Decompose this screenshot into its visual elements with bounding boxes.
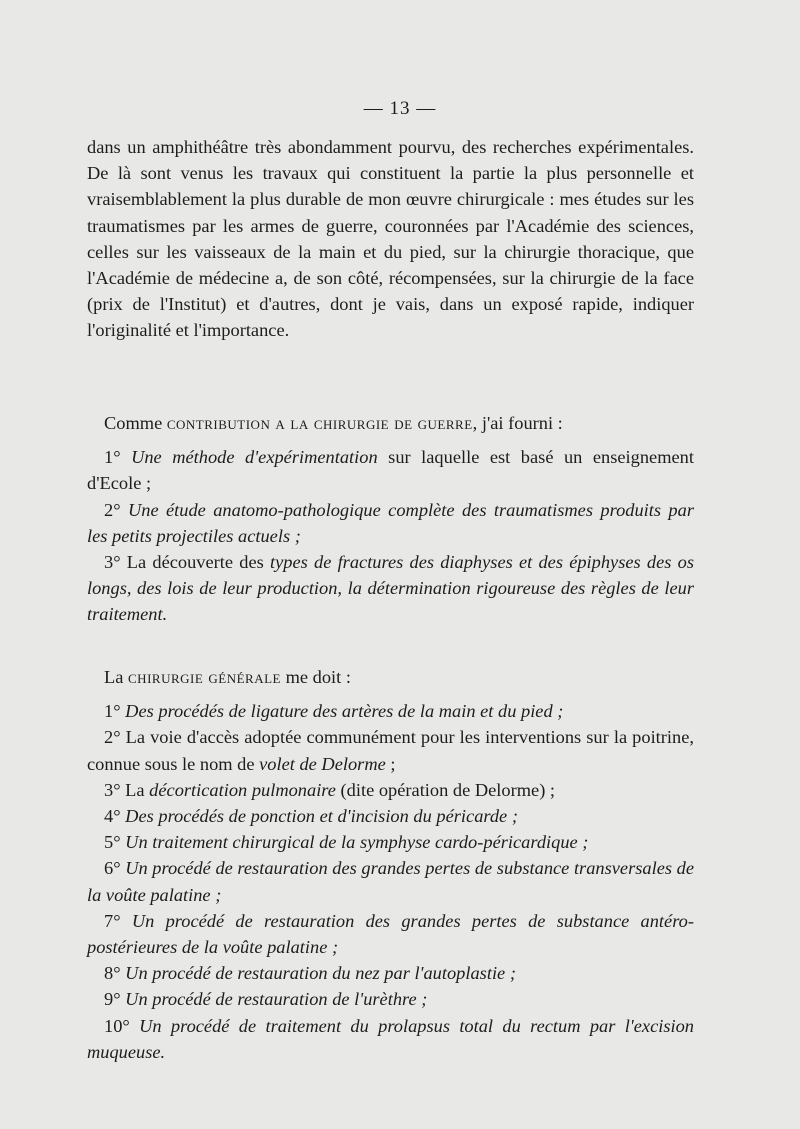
item-number: 2° bbox=[104, 727, 121, 748]
list-item bbox=[87, 1013, 694, 1065]
item-number: 2° bbox=[104, 499, 121, 520]
list-item bbox=[87, 549, 694, 628]
list-item bbox=[87, 497, 694, 549]
item-number: 7° bbox=[104, 910, 121, 931]
item-number: 6° bbox=[104, 858, 121, 879]
list-item bbox=[87, 855, 694, 907]
item-number: 9° bbox=[104, 989, 121, 1010]
item-italic: Une méthode d'expérimentation bbox=[131, 447, 378, 468]
item-italic: Un procédé de restauration des grandes pertes de substance transversales de la voûte palatine ; bbox=[87, 858, 694, 905]
item-pre: La bbox=[125, 779, 150, 800]
heading-pre: Comme bbox=[104, 413, 163, 433]
heading-smallcaps: chirurgie générale bbox=[128, 667, 281, 687]
item-italic: Un procédé de traitement du prolapsus total du rectum par l'excision muqueuse. bbox=[87, 1015, 694, 1062]
item-number: 10° bbox=[104, 1015, 130, 1036]
list-item bbox=[87, 908, 694, 960]
section-heading bbox=[87, 410, 694, 436]
heading-post: me doit : bbox=[281, 667, 351, 687]
intro-text: dans un amphithéâtre très abondamment pourvu, des recherches expérimentales. De là sont venus les travaux qui constituent la partie la plus personnelle et vraisemblablement la plus durable de mon œuvre chirurgicale : mes études sur les traumatismes par les armes de guerre, couronnées par l'Académie des sciences, celles sur les vaisseaux de la main et du pied, sur la chirurgie thoracique, que l'Académie de médecine a, de son côté, récompensées, sur la chirurgie de la face (prix de l'Institut) et d'autres, dont je vais, dans un exposé rapide, indiquer l'originalité et l'importance. bbox=[87, 137, 694, 341]
page-number: — 13 — bbox=[363, 98, 437, 119]
item-number: 1° bbox=[104, 447, 121, 468]
item-text: ; bbox=[385, 753, 396, 774]
item-pre: La voie d'accès adoptée communément pour les interventions sur la poitrine, connue sous le nom de bbox=[87, 727, 694, 774]
item-pre: La découverte des bbox=[126, 552, 270, 573]
list-item bbox=[87, 777, 694, 803]
list-item bbox=[87, 724, 694, 776]
item-number: 3° bbox=[104, 779, 121, 800]
section-heading bbox=[87, 664, 694, 690]
item-italic: Un procédé de restauration de l'urèthre ; bbox=[125, 989, 428, 1010]
item-italic: Un procédé de restauration des grandes pertes de substance antéro-postérieures de la voûte palatine ; bbox=[87, 910, 694, 958]
item-text: sur laquelle est basé un enseignement d'Ecole ; bbox=[87, 447, 694, 494]
item-italic: Des procédés de ligature des artères de la main et du pied ; bbox=[125, 701, 564, 722]
item-text: (dite opération de Delorme) ; bbox=[335, 779, 556, 800]
item-number: 4° bbox=[104, 806, 121, 827]
list-item bbox=[87, 829, 694, 855]
intro-paragraph bbox=[87, 134, 694, 344]
heading-post: , j'ai fourni : bbox=[472, 413, 563, 433]
section-war-surgery bbox=[87, 410, 694, 628]
item-italic: Des procédés de ponction et d'incision du péricarde ; bbox=[125, 806, 518, 827]
item-number: 8° bbox=[104, 963, 121, 984]
list-item bbox=[87, 803, 694, 829]
item-italic: types de fractures des diaphyses et des épiphyses des os longs, des lois de leur production, la détermination rigoureuse des règles de leur traitement. bbox=[87, 552, 694, 625]
item-number: 5° bbox=[104, 832, 121, 853]
item-number: 1° bbox=[104, 701, 121, 722]
item-italic: Une étude anatomo-pathologique complète des traumatismes produits par les petits projectiles actuels ; bbox=[87, 499, 694, 546]
item-italic: Un procédé de restauration du nez par l'autoplastie ; bbox=[125, 963, 516, 984]
item-italic: Un traitement chirurgical de la symphyse cardo-péricardique ; bbox=[125, 832, 589, 853]
heading-smallcaps: contribution a la chirurgie de guerre bbox=[166, 413, 473, 433]
item-number: 3° bbox=[104, 552, 121, 573]
heading-pre: La bbox=[104, 667, 124, 687]
list-item bbox=[87, 444, 694, 496]
section-general-surgery bbox=[87, 664, 694, 1065]
list-item bbox=[87, 986, 694, 1012]
list-item bbox=[87, 960, 694, 986]
item-italic: volet de Delorme bbox=[259, 753, 386, 774]
item-italic: décortication pulmonaire bbox=[149, 779, 336, 800]
list-item bbox=[87, 698, 694, 724]
